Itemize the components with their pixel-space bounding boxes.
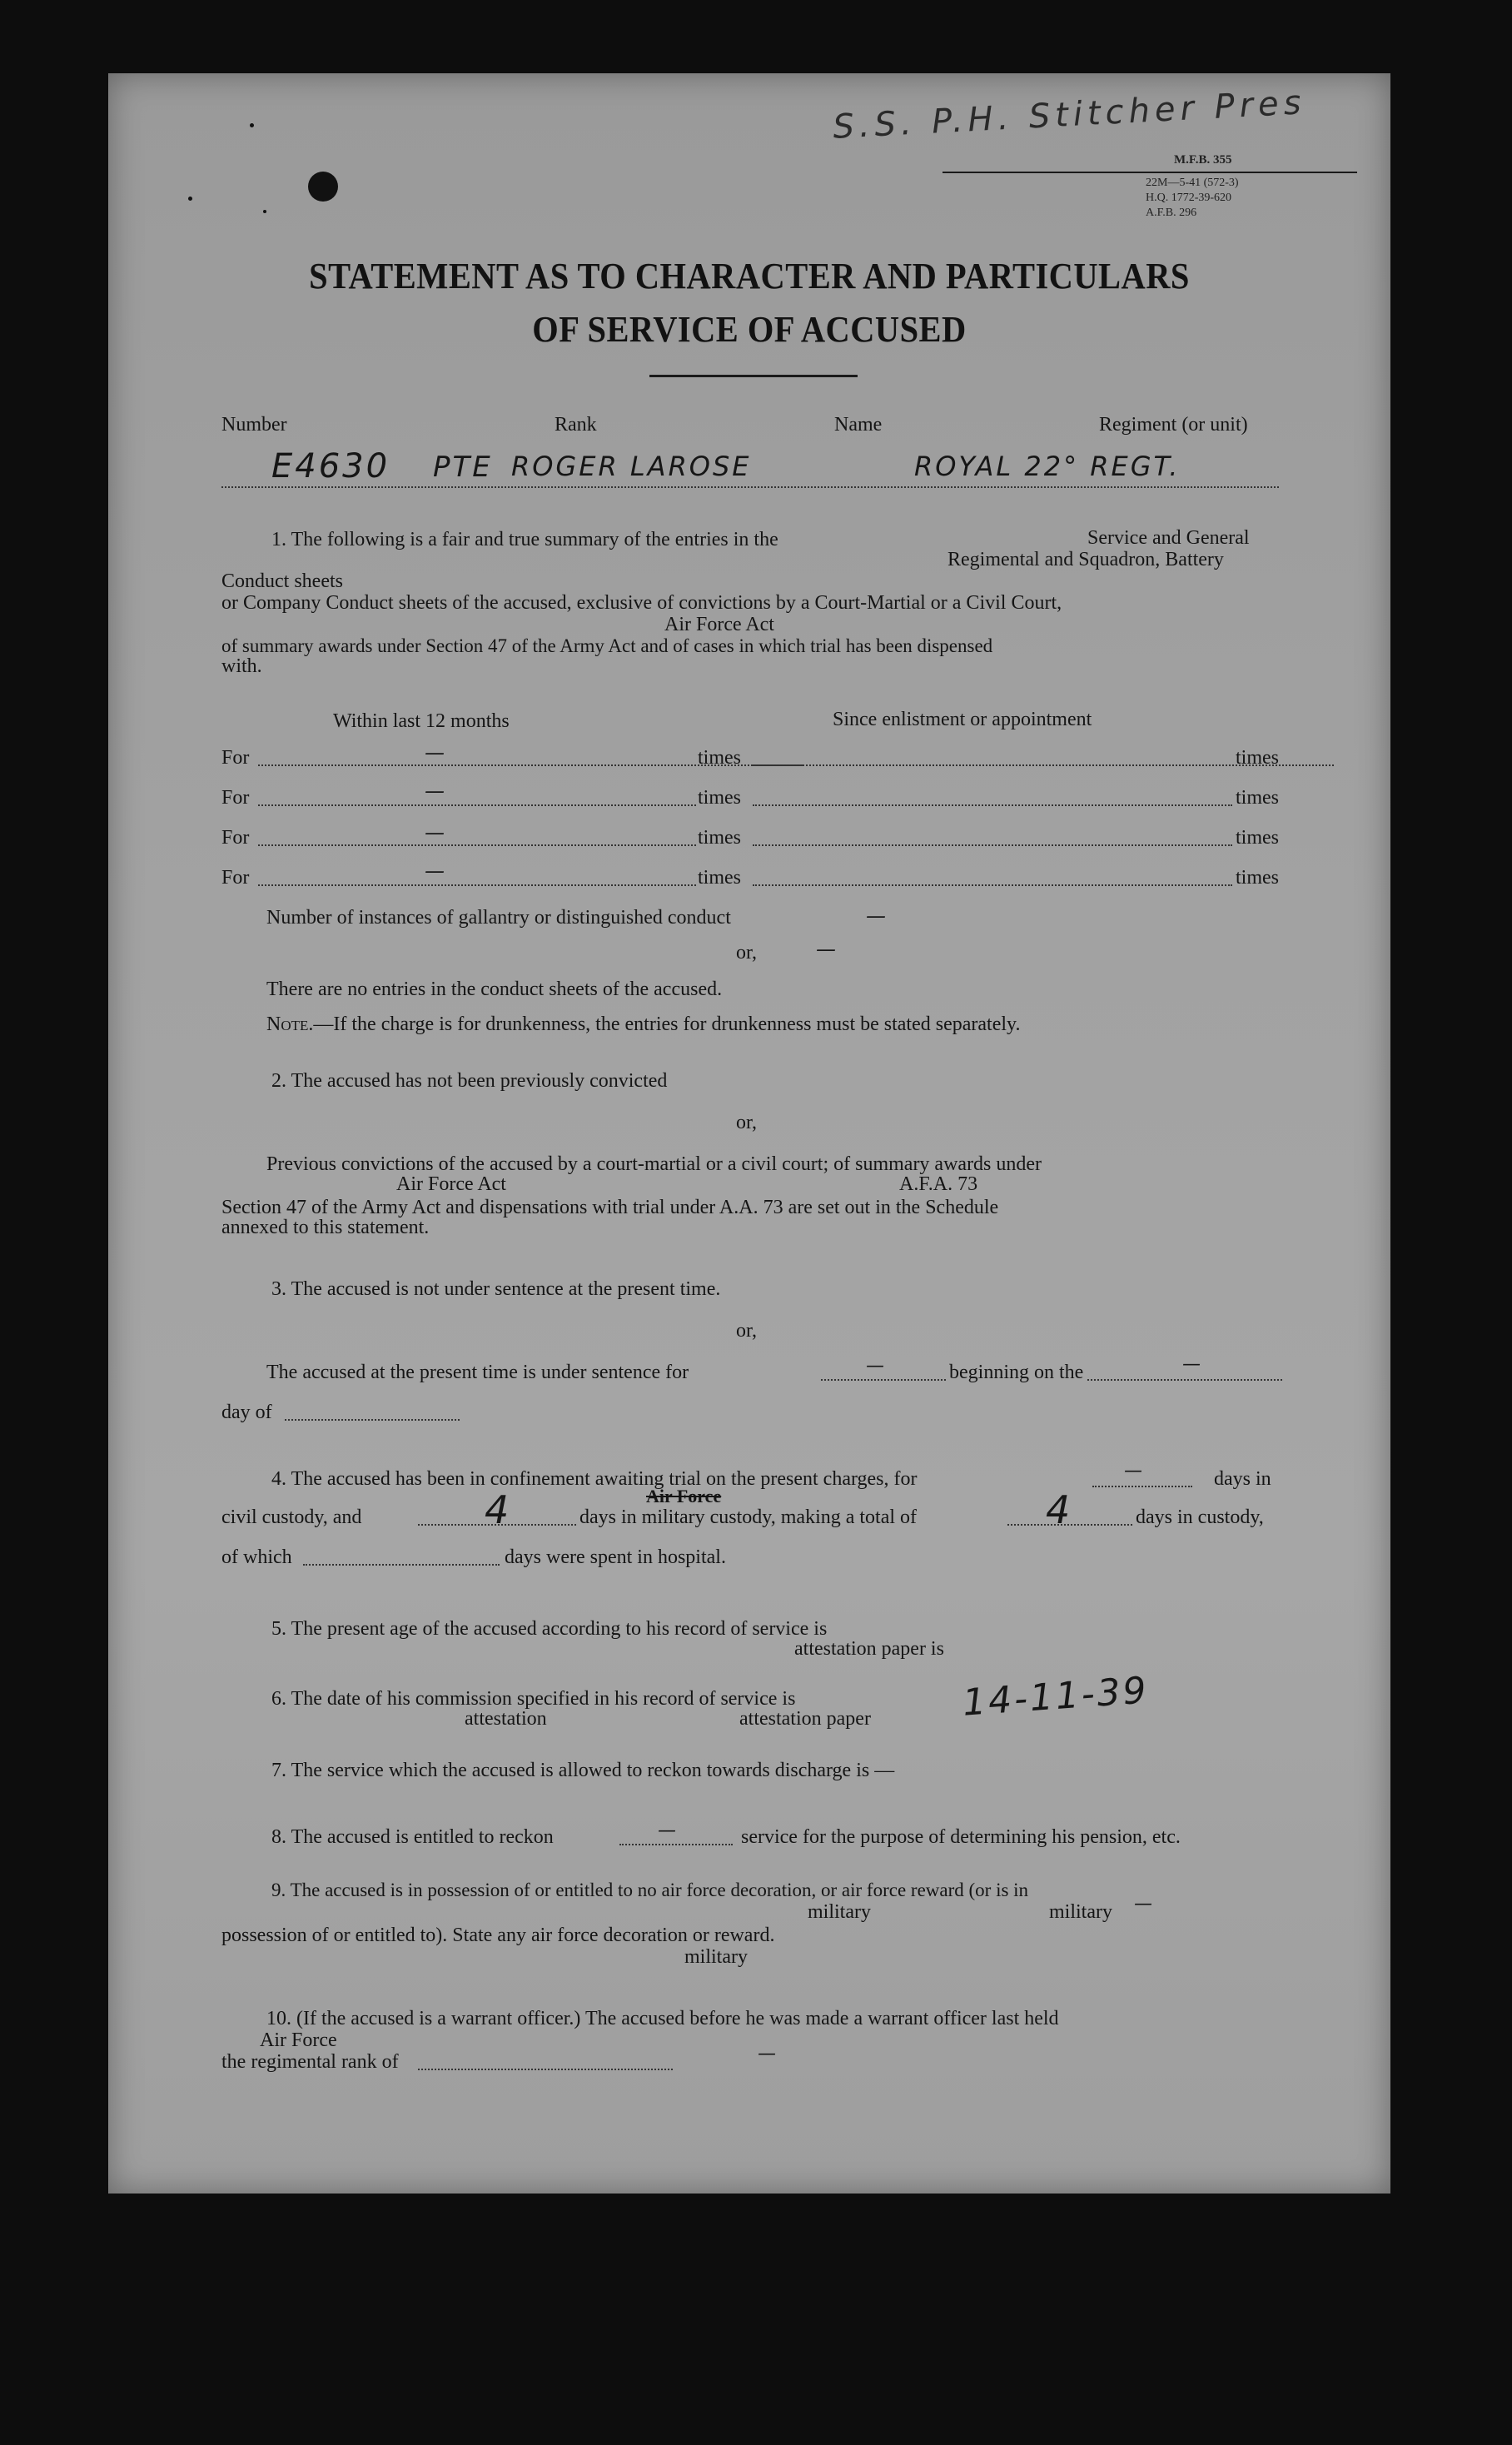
regiment-label: Regiment (or unit) [1099, 414, 1248, 436]
name-value: ROGER LAROSE [511, 451, 752, 482]
s9-military3: military [684, 1946, 748, 1968]
for-row-dots-right [753, 844, 1232, 846]
no-entries-line: There are no entries in the conduct sheets of the accused. [266, 978, 723, 1000]
punch-hole [308, 172, 338, 202]
s3-line1: 3. The accused is not under sentence at the present time. [271, 1278, 721, 1300]
s2-or: or, [736, 1112, 758, 1133]
form-number: M.F.B. 355 [1174, 153, 1232, 167]
for-row-value: — [425, 779, 447, 803]
for-label: For [221, 747, 250, 769]
times-label: times [698, 747, 741, 769]
s3-line2b: beginning on the [949, 1362, 1084, 1383]
note-line [266, 1014, 1020, 1034]
number-value: E4630 [271, 447, 390, 486]
s1-or-dash: — [816, 938, 838, 961]
s9-line2: possession of or entitled to). State any air force decoration or reward. [221, 1925, 775, 1946]
s4-line3a: of which [221, 1546, 292, 1568]
s9-military1: military [808, 1901, 871, 1923]
s7-line1: 7. The service which the accused is allowed to reckon towards discharge is — [271, 1760, 895, 1781]
s2-line1: 2. The accused has not been previously convicted [271, 1070, 668, 1092]
times-label: times [1236, 867, 1279, 889]
s4-line2b: days in military custody, making a total of [579, 1506, 918, 1528]
s6-date-value: 14-11-39 [961, 1669, 1151, 1725]
s1-line1: 1. The following is a fair and true summary of the entries in the [271, 529, 778, 550]
col-within-12-months: Within last 12 months [333, 710, 510, 732]
s3-or: or, [736, 1320, 758, 1342]
s4-military-days: 4 [485, 1487, 512, 1532]
form-code: 22M—5-41 (572-3) [1146, 177, 1239, 189]
s1-right1: Service and General [1087, 527, 1250, 549]
s10-value: — [758, 2044, 778, 2064]
s1-or: or, [736, 942, 758, 964]
s8-line1a: 8. The accused is entitled to reckon [271, 1826, 554, 1848]
s1-air-force-act: Air Force Act [664, 614, 774, 635]
s9-line1: 9. The accused is in possession of or entitled to no air force decoration, or air force reward (or is in [271, 1880, 1029, 1900]
ink-speck [263, 210, 266, 213]
s1-right2: Regimental and Squadron, Battery [947, 549, 1224, 570]
note-label: Note. [266, 1013, 314, 1035]
for-label: For [221, 867, 250, 889]
corner-handwriting: S.S. P.H. Stitcher Pres [832, 83, 1307, 147]
s4-civil-value: — [1124, 1461, 1145, 1481]
s1-line2: or Company Conduct sheets of the accused, exclusive of convictions by a Court-Martial or a Civil Court, [221, 592, 1062, 614]
s5-line2: attestation paper is [794, 1638, 944, 1660]
s4-hospital-dots [303, 1564, 500, 1566]
form-title-line2: OF SERVICE OF ACCUSED [532, 309, 967, 350]
s9-military2: military [1049, 1901, 1112, 1923]
s10-rank-dots [418, 2069, 673, 2070]
s4-line1b: days in [1214, 1468, 1271, 1490]
name-label: Name [834, 414, 883, 436]
s3-sentence-value: — [866, 1356, 887, 1377]
s9-value: — [1134, 1894, 1155, 1915]
s6-attestation-paper: attestation paper [739, 1708, 871, 1730]
s4-line1a: 4. The accused has been in confinement awaiting trial on the present charges, for [271, 1468, 918, 1490]
for-label: For [221, 787, 250, 809]
number-label: Number [221, 414, 287, 436]
s6-line1: 6. The date of his commission specified in his record of service is [271, 1688, 796, 1710]
s1-conduct: Conduct sheets [221, 570, 343, 592]
rank-value: PTE [433, 451, 493, 484]
for-label: For [221, 827, 250, 849]
s10-line2: the regimental rank of [221, 2051, 399, 2073]
title-rule [649, 375, 858, 377]
form-title-line1: STATEMENT AS TO CHARACTER AND PARTICULARS [309, 256, 1190, 296]
s4-line3b: days were spent in hospital. [505, 1546, 726, 1568]
s4-line2c: days in custody, [1136, 1506, 1264, 1528]
s3-beginning-value: — [1182, 1354, 1203, 1375]
ink-speck [188, 197, 192, 201]
s1-line3: of summary awards under Section 47 of the Army Act and of cases in which trial has been dispensed [221, 635, 993, 656]
s5-line1: 5. The present age of the accused according to his record of service is [271, 1618, 828, 1640]
s2-afa73: A.F.A. 73 [899, 1173, 978, 1195]
times-label: times [1236, 747, 1279, 769]
for-row-value: — [425, 821, 447, 844]
form-sheet [108, 73, 1390, 2194]
for-row-dots-left [258, 844, 696, 846]
s2-line4: annexed to this statement. [221, 1217, 430, 1238]
col-since-enlistment: Since enlistment or appointment [833, 709, 1092, 730]
s4-line2a: civil custody, and [221, 1506, 362, 1528]
times-label: times [1236, 827, 1279, 849]
s3-beginning-dots [1087, 1379, 1282, 1381]
s4-total-days: 4 [1046, 1487, 1073, 1532]
s10-line1: 10. (If the accused is a warrant officer.) The accused before he was made a warrant officer last held [266, 2008, 1059, 2029]
ink-speck [250, 123, 254, 127]
times-label: times [698, 867, 741, 889]
s3-day-dots [285, 1419, 460, 1421]
s2-line3: Section 47 of the Army Act and dispensations with trial under A.A. 73 are set out in the Schedule [221, 1197, 999, 1218]
s3-line2a: The accused at the present time is under sentence for [266, 1362, 689, 1383]
s4-air-force: Air Force [646, 1486, 722, 1506]
rank-label: Rank [555, 414, 597, 436]
s10-air-force: Air Force [260, 2029, 337, 2051]
note-text: —If the charge is for drunkenness, the entries for drunkenness must be stated separately. [313, 1013, 1021, 1035]
form-code: A.F.B. 296 [1146, 207, 1197, 219]
for-row-dots-right [753, 804, 1232, 806]
s8-value: — [658, 1820, 679, 1841]
s8-dots [619, 1844, 733, 1845]
form-code: H.Q. 1772-39-620 [1146, 192, 1232, 204]
times-label: times [698, 787, 741, 809]
s3-line3: day of [221, 1402, 272, 1423]
s2-line2: Previous convictions of the accused by a court-martial or a civil court; of summary awards under [266, 1153, 1042, 1175]
for-row-dots-left [258, 884, 696, 886]
gallantry-line: Number of instances of gallantry or distinguished conduct [266, 907, 731, 929]
header-underline [221, 486, 1279, 488]
regiment-value: ROYAL 22° REGT. [914, 451, 1181, 482]
corner-underline [943, 172, 1357, 173]
s8-line1b: service for the purpose of determining his pension, etc. [741, 1826, 1181, 1848]
for-row-value: — [425, 741, 447, 764]
times-label: times [698, 827, 741, 849]
for-row-dots-right [753, 884, 1232, 886]
s6-attestation: attestation [465, 1708, 547, 1730]
gallantry-value: — [866, 904, 888, 928]
for-row-dots-left [258, 804, 696, 806]
s2-air-force-act: Air Force Act [396, 1173, 506, 1195]
s3-sentence-dots [821, 1379, 946, 1381]
s4-civil-dots [1092, 1486, 1192, 1487]
s1-with: with. [221, 655, 262, 677]
for-row-value: — [425, 859, 447, 883]
times-label: times [1236, 787, 1279, 809]
